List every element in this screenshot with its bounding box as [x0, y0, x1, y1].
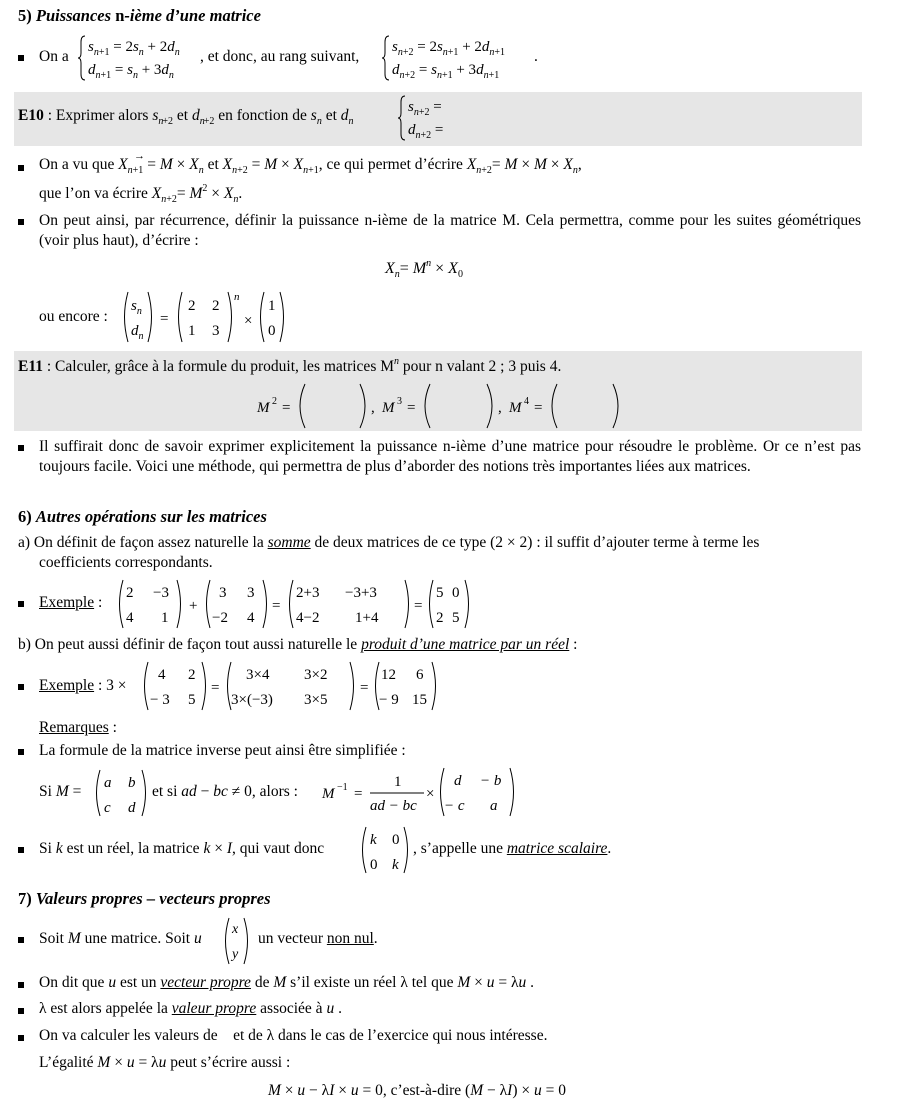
text-si-m: Si M = — [39, 783, 82, 800]
svg-text:0: 0 — [452, 585, 460, 601]
bullet — [18, 937, 24, 943]
svg-text:=: = — [160, 311, 169, 327]
svg-text:sn+2 = 2sn+1 + 2dn+1: $s_n+2 = 2s_n+1 + 2d_n+1$ — [392, 39, 506, 58]
title-part: -ième d’une matrice — [124, 6, 261, 25]
svg-text:sn+1 = 2sn + 2dn: $s_n+1 = 2s_n + 2d_n$ — [88, 39, 180, 58]
formula-final: M × u − λI × u = 0, c’est-à-dire (M − λI) × u = 0 — [268, 1082, 566, 1099]
svg-text:2+3: 2+3 — [296, 585, 320, 601]
svg-text:a: a — [104, 775, 112, 791]
svg-text:− c: − c — [444, 798, 465, 814]
svg-text:k: k — [370, 832, 377, 848]
svg-text:5: 5 — [188, 692, 196, 708]
svg-text:3: 3 — [219, 585, 227, 601]
svg-text:4−2: 4−2 — [296, 610, 320, 626]
system-empty-e10 — [398, 94, 468, 144]
text-egalite: L’égalité M × u = λu peut s’écrire aussi : — [39, 1054, 291, 1071]
inverse-formula — [320, 766, 520, 820]
svg-text:− 9: − 9 — [379, 692, 399, 708]
svg-text:12: 12 — [381, 667, 396, 683]
svg-text:n: n — [234, 291, 240, 303]
svg-text:− b: − b — [480, 773, 502, 789]
svg-text:M: M — [257, 400, 270, 416]
svg-text:4: 4 — [247, 610, 255, 626]
text-si-k: Si k est un réel, la matrice k × I, qui vaut donc — [39, 840, 325, 857]
svg-text:2: 2 — [212, 298, 220, 314]
svg-text:4: 4 — [158, 667, 166, 683]
bullet — [18, 749, 24, 755]
text-produit-reel: b) On peut aussi définir de façon tout aussi naturelle le produit d’une matrice par un réel : — [18, 636, 578, 653]
svg-text:0: 0 — [392, 832, 400, 848]
bullet — [18, 684, 24, 690]
bullet — [18, 445, 24, 451]
svg-text:6: 6 — [416, 667, 424, 683]
svg-text:sn+2 =: $s_n+2$ = — [408, 99, 442, 118]
vector-xy — [222, 916, 252, 966]
svg-text:a: a — [490, 798, 498, 814]
svg-text:+: + — [189, 598, 198, 614]
section-7-title: 7) Valeurs propres – vecteurs propres — [18, 889, 271, 908]
arrow-accent: → — [134, 150, 145, 162]
svg-text:=: = — [414, 598, 423, 614]
svg-text:k: k — [392, 857, 399, 873]
svg-text:c: c — [104, 800, 111, 816]
svg-text:1: 1 — [188, 323, 196, 339]
bullet — [18, 55, 24, 61]
paragraph-recurrence: On peut ainsi, par récurrence, définir la puissance n-ième de la matrice M. Cela permettra, comme pour les suites géométriques (voir plus haut), d’écrire : — [39, 212, 861, 249]
svg-text:d: d — [128, 800, 136, 816]
svg-text:5: 5 — [452, 610, 460, 626]
formula-xn: $X_n= M^n \times X_0$ — [385, 258, 463, 280]
matrix-powers-empty — [255, 382, 625, 430]
text-et-si: et si ad − bc ≠ 0, alors : — [152, 783, 298, 800]
exercise-e11-text: E11 : Calculer, grâce à la formule du produit, les matrices $M^n$ pour n valant 2 ; 3 puis 4. — [18, 356, 562, 375]
text-on-a-vu: On a vu que $X_{n+1} = M \times X_n$ et $X_{n+2} = M \times X_{n+1}$, ce qui permet d’écrire $X_{n+2}= M \times M \times X_n$, — [39, 156, 582, 176]
title-part: Puissances — [35, 6, 112, 25]
svg-text:2: 2 — [188, 298, 196, 314]
svg-text:M: M — [322, 786, 335, 802]
text-ou-encore: ou encore : — [39, 308, 108, 325]
section-5-title — [18, 6, 261, 26]
svg-text:=: = — [407, 400, 416, 416]
bullet — [18, 1035, 24, 1041]
bullet — [18, 601, 24, 607]
svg-text:ad − bc: ad − bc — [370, 798, 417, 814]
svg-text:1: 1 — [394, 774, 402, 790]
exercise-e10-text: E10 : Exprimer alors $s_{n+2}$ et $d_{n+2}$ en fonction de $s_n$ et $d_n$ — [18, 107, 354, 127]
svg-text:×: × — [426, 786, 435, 802]
svg-text:y: y — [232, 947, 239, 962]
bullet — [18, 165, 24, 171]
text-rang-suivant: , et donc, au rang suivant, — [200, 48, 360, 65]
svg-text:−3+3: −3+3 — [345, 585, 377, 601]
text-matrice-scalaire: , s’appelle une matrice scalaire. — [413, 840, 612, 857]
text-que-lon: que l’on va écrire $X_{n+2}= M^2 \times X_n$. — [39, 183, 243, 205]
svg-text:sn: $s_n$ — [131, 298, 142, 317]
svg-text:15: 15 — [412, 692, 427, 708]
svg-text:0: 0 — [370, 857, 378, 873]
svg-text:=: = — [282, 400, 291, 416]
svg-text:1+4: 1+4 — [355, 610, 379, 626]
bullet — [18, 847, 24, 853]
svg-text:dn+2 =: $d_n+2$ = — [408, 122, 444, 141]
svg-text:dn+2 = sn+1 + 3dn+1: $d_n+2 = s_n+1 + 3d_n+1$ — [392, 62, 500, 81]
svg-text:x: x — [232, 922, 239, 937]
svg-text:3×(−3): 3×(−3) — [231, 692, 273, 708]
svg-text:b: b — [128, 775, 136, 791]
title-part: n — [115, 6, 125, 25]
svg-text:1: 1 — [268, 298, 276, 314]
matrix-scalar-example — [140, 660, 440, 712]
svg-text:3×5: 3×5 — [304, 692, 328, 708]
svg-text:1: 1 — [161, 610, 169, 626]
svg-text:0: 0 — [268, 323, 276, 339]
paragraph-suffirait: Il suffirait donc de savoir exprimer explicitement la puissance n-ième d’une matrice pour résoudre le problème. Or ce n’est pas toujours facile. Voici une méthode, qui permettra de plus d’aborder des notions très importantes liées aux matrices. — [39, 438, 861, 475]
svg-text:M: M — [382, 400, 395, 416]
svg-text:,: , — [371, 400, 375, 416]
svg-text:×: × — [244, 313, 253, 329]
bullet — [18, 219, 24, 225]
text-coefficients: coefficients correspondants. — [39, 554, 213, 571]
system-sn2-dn2 — [382, 34, 534, 82]
svg-text:=: = — [360, 680, 369, 696]
period: . — [534, 48, 538, 65]
text-inverse: La formule de la matrice inverse peut ainsi être simplifiée : — [39, 742, 406, 759]
svg-text:4: 4 — [524, 396, 529, 407]
svg-text:,: , — [498, 400, 502, 416]
svg-text:2: 2 — [126, 585, 134, 601]
section-6-title: 6) Autres opérations sur les matrices — [18, 507, 267, 526]
system-sn-dn — [78, 34, 202, 82]
text-somme: a) On définit de façon assez naturelle la somme de deux matrices de ce type (2 × 2) : il suffit d’ajouter terme à terme les — [18, 534, 760, 551]
svg-text:=: = — [534, 400, 543, 416]
svg-text:5: 5 — [436, 585, 444, 601]
svg-text:3×4: 3×4 — [246, 667, 270, 683]
svg-text:− 3: − 3 — [150, 692, 170, 708]
text-vecteur-propre: On dit que u est un vecteur propre de M s’il existe un réel λ tel que M × u = λu . — [39, 974, 535, 991]
text-vecteur-non-nul: un vecteur non nul. — [258, 930, 378, 947]
svg-text:−1: −1 — [337, 782, 348, 793]
matrix-scalar-k — [358, 825, 414, 875]
svg-text:2: 2 — [188, 667, 196, 683]
svg-text:3: 3 — [247, 585, 255, 601]
svg-text:4: 4 — [126, 610, 134, 626]
exemple-label-2: Exemple : 3 × — [39, 677, 127, 694]
bullet — [18, 982, 24, 988]
matrix-sum-example — [115, 578, 475, 630]
bullet — [18, 1008, 24, 1014]
svg-text:=: = — [211, 680, 220, 696]
text-valeur-propre: λ est alors appelée la valeur propre associée à u . — [39, 1000, 342, 1017]
svg-text:M: M — [509, 400, 522, 416]
svg-text:=: = — [272, 598, 281, 614]
text-soit-m: Soit M une matrice. Soit u — [39, 930, 202, 947]
svg-text:dn+1 = sn + 3dn: $d_n+1 = s_n + 3d_n$ — [88, 62, 174, 81]
svg-text:3: 3 — [397, 396, 402, 407]
svg-text:=: = — [354, 786, 363, 802]
matrix-formula — [120, 290, 300, 344]
text-on-a: On a — [39, 48, 69, 65]
svg-text:3×2: 3×2 — [304, 667, 328, 683]
svg-text:3: 3 — [212, 323, 220, 339]
matrix-abcd — [92, 768, 152, 818]
exemple-label-1: Exemple : — [39, 594, 103, 611]
section-number: 5) — [18, 6, 32, 25]
svg-text:dn: $d_n$ — [131, 323, 144, 342]
text-calculer: On va calculer les valeurs de et de λ dans le cas de l’exercice qui nous intéresse. — [39, 1027, 548, 1044]
svg-text:d: d — [454, 773, 462, 789]
svg-text:2: 2 — [272, 396, 277, 407]
svg-text:−2: −2 — [212, 610, 228, 626]
remarques-label: Remarques : — [39, 719, 117, 736]
svg-text:2: 2 — [436, 610, 444, 626]
svg-text:−3: −3 — [153, 585, 169, 601]
